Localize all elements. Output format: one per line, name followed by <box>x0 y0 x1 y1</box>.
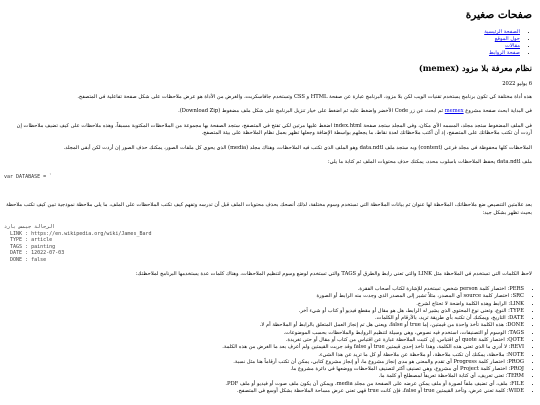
code-line: DONE : false <box>4 256 47 263</box>
article-paragraph-2 <box>4 108 532 116</box>
article-paragraph-5: ملف data.ndtl يحفظ الملاحظات باسلوب محدد، يمكنك حذف محتويات الملف ثم كتابة ما يلي: <box>327 159 532 166</box>
code-line: الرحالة جيمس بارد <box>4 224 56 231</box>
nav-item-articles <box>4 43 520 50</box>
keyword-list <box>4 286 532 395</box>
article-paragraph-6: بعد علامتين التنصيص ضع ملاحظاتك، الملاحظة لها عنوان ثم بيانات الملاحظة التي تستخدم وسوم مختلفة، لذلك أنصحك بحذف محتويات الملف قبل أن تدرسه وتفهم كيف تكتب الملاحظات على الملف، ما يلي ملاحظة نموذجية تبين كيف تكتب ملاحظة بحيث تظهر بشكل جيد: <box>6 202 532 216</box>
code-line: LINK : https://en.wikipedia.org/wiki/James_Bard <box>4 230 152 237</box>
list-item: • TYPE: النوع، وتعني نوع المحتوى الذي يشير له الرابط، هل هو مقال أو مقطع فيديو أو كتاب أو شيء آخر. <box>4 308 524 315</box>
site-nav <box>4 29 532 57</box>
database-code-line: var DATABASE = ` <box>4 173 53 180</box>
list-item: • QOTE: اختصار كلمة quote أي اقتباس، إن كتبت الملاحظة عبارة عن اقتباس من كتاب أو مقال أو حتى تغريدة. <box>4 337 524 344</box>
nav-link-links[interactable]: صفحة الروابط <box>488 50 520 57</box>
list-item: • FILE: ملف، أي تضيف ملفاً لصورة أو ملف يمكن عرضه على الصفحة من مجلد media، ويمكن أن يكون ملف صوت أو فيديو أو ملف PDF. <box>4 381 524 388</box>
list-item: • DONE: هذه الكلمة تأخذ واحدة من قيمتين، إما true أو false، ويعني هل تم إنجاز العمل المتعلق بالرابط أو الملاحظة أم لا. <box>4 322 524 329</box>
code-line: DATE : 12022-07-03 <box>4 250 65 257</box>
nav-link-articles[interactable]: مقالات <box>505 43 520 50</box>
nav-item-links <box>4 50 520 57</box>
article-date: 6 يوليو 2022 <box>502 81 532 88</box>
list-item: • REVI: لا أدري ما الذي تعني هذه الكلمة، وهذا تأخذ إحدى قيمتين true أو false وقد جربت القيمتين ولم أعرف بعد ما الغرض من هذه الكلمة. <box>4 344 524 351</box>
code-spacer <box>4 188 532 202</box>
article-paragraph-7: لاحظ الكلمات التي تستخدم في الملاحظة مثل LINK والتي تعني رابط والطرق أو TAGS والتي تستخدم لوضع وسوم لتنظيم الملاحظات، وهناك كلمات عدة يستخدمها البرنامج لملاحظتك: <box>135 271 532 278</box>
sample-note-code-block <box>4 224 532 263</box>
paragraph-2-end: ثم ابحث عن زر Code الأخضر واضغط عليه ثم اضغط على خيار تنزيل البرنامج على شكل ملف مضغوط (Download Zip). <box>178 108 444 115</box>
article-paragraph-3: في الملف المضغوط ستجد مجلد، المسمه الأي مكان، وفي المجلد ستجد صفحة index.html اضغط عليها مرتين لكي تفتح في المتصفح، ستجد الصفحة بها مجموعة من الملاحظات المكتوبة مسبقاً، وهذه ملاحظات على كيف تضيف ملاحظات إن أردت أن تكتب ملاحظاتك على المتصفح، إذ أن أكتب ملاحظاتك لعدة نقاط، ما يجعلهم بواسطة الإضافة وجعلها تظهر بعمل نظام الملاحظة على بيئة المتصفح. <box>16 122 532 137</box>
list-item: • TAGS: الوسوم أو التصنيفات، استخدم فيه نصوص، وهي وسيلة لتنظيم الروابط والملاحظات بحسب الموضوعات. <box>4 330 524 337</box>
nav-link-home[interactable]: الصفحة الرئيسية <box>484 29 520 36</box>
nav-link-about[interactable]: حول الموقع <box>494 36 520 43</box>
list-item: • DATE: التاريخ، ويمكنك أن تكتبه بأي طريقة تريد، بالأرقام أو الكلمات. <box>4 315 524 322</box>
article-paragraph-1: هذه أداة مختلفة كي تكون برنامج يستخدم تقنيات الويب لكن بلا مزود، البرنامج عبارة عن صفحة HTML و CSS وتستخدم جافاسكربت، والغرض من الأداة هو عرض ملاحظات على شكل صفحة تفاعلية في المتصفح. <box>77 93 532 100</box>
list-item: • SRC: اختصار كلمة source أي المصدر، مثلاً تشير إلى المصدر الذي وجدت منه الرابط أو الصورة <box>4 293 524 300</box>
code-line: TAGS : painting <box>4 243 56 250</box>
article-title: نظام معرفة بلا مزود (memex) <box>418 63 532 74</box>
nav-item-about <box>4 36 520 43</box>
article-paragraph-4: الملاحظات كلها محفوظة في مجلد فرعي (content) وبه ستجد ملف data.ndtl وهو الملف الذي تكتب فيه الملاحظات، وهناك مجلد (media) الذي يحوي كل ملفات الصور، يمكنك حذف الصور إن أردت لكن أبقي المجلد. <box>63 144 532 151</box>
code-line: TYPE : article <box>4 237 53 244</box>
memex-project-link[interactable]: memex <box>444 108 464 115</box>
list-item: • PROG: اختصار كلمة Progress أي تقدم والمعنى هو مدى إنجاز مشروع ما، أو إنجاز مشروع كتابي، يمكن أن تكتب أرقاماً هنا مثل نسبة. <box>4 359 524 366</box>
list-item: • NOTE: ملاحظة، يمكنك أن تكتب ملاحظة، أو ملاحظة عن ملاحظة أو كل ما تريد عن هذا الشيء. <box>4 352 524 359</box>
database-code-block <box>4 174 532 181</box>
list-item: • PROJ: اختصار كلمة Project أي مشروع، وهي تصنيف أكثر لتصنيف الملاحظات ووضعها في دائرة مشروع ما. <box>4 366 524 373</box>
paragraph-2-start: في البداية ابحث صفحة مشروع <box>465 108 532 115</box>
list-item: • LINK: الرابط وهذه الكلمة واضحة لا تحتاج لشرح. <box>4 301 524 308</box>
list-item: • TERM: تعني تعريف، أي كتابة الملاحظة تعريفاً لمصطلح أو كلمة ما. <box>4 373 524 380</box>
list-item: • WIDE: كلمة تعني عرض، وتأخذ القيمتين true أو false، فإن كانت true فهي تعني عرض مساحة الملاحظة بشكل أوسع في المتصفح. <box>4 388 524 395</box>
list-item: • PERS: اختصار كلمة person شخص، تستخدم للإشارة لكتاب أصحاب الفقرة. <box>4 286 524 293</box>
site-title: صفحات صغيرة <box>465 9 532 21</box>
nav-item-home <box>4 29 520 36</box>
